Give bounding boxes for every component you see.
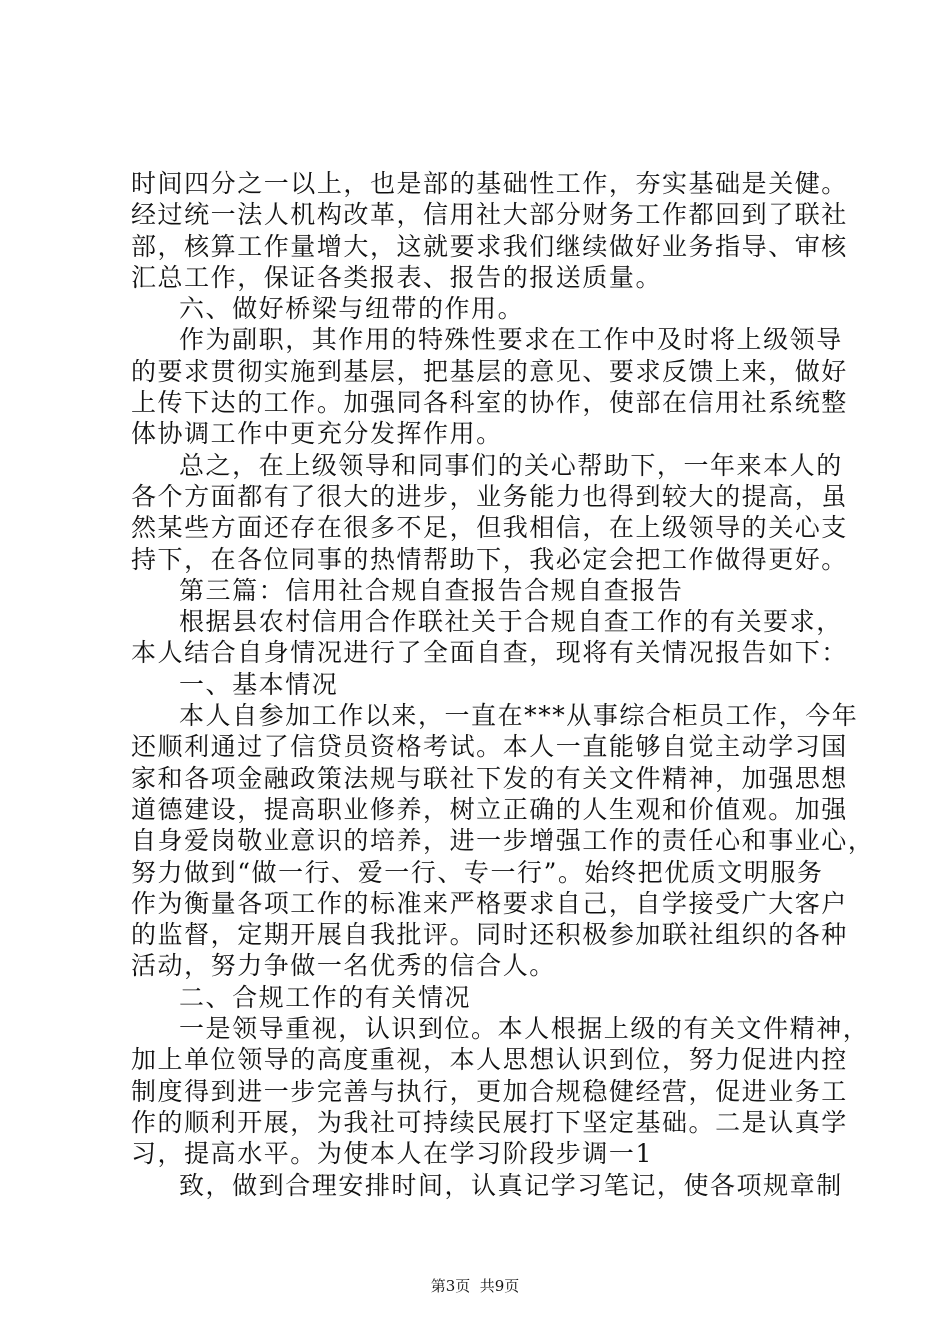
text-line: 时间四分之一以上，也是部的基础性工作，夯实基础是关健。 bbox=[131, 169, 848, 198]
text-line: 加上单位领导的高度重视，本人思想认识到位，努力促进内控 bbox=[131, 1045, 848, 1075]
document-body bbox=[131, 168, 875, 1201]
text-line: 作为衡量各项工作的标准来严格要求自己，自学接受广大客户 bbox=[131, 888, 848, 918]
text-line: 然某些方面还存在很多不足，但我相信，在上级领导的关心支 bbox=[131, 513, 848, 543]
text-line: 作为副职，其作用的特殊性要求在工作中及时将上级领导 bbox=[179, 325, 843, 355]
text-line: 制度得到进一步完善与执行，更加合规稳健经营，促进业务工 bbox=[131, 1076, 848, 1106]
text-line: 还顺利通过了信贷员资格考试。本人一直能够自觉主动学习国 bbox=[131, 732, 848, 762]
text-line: 作的顺利开展，为我社可持续民展打下坚定基础。二是认真学 bbox=[131, 1107, 848, 1137]
text-line: 道德建设，提高职业修养，树立正确的人生观和价值观。加强 bbox=[131, 794, 848, 824]
page-footer: 第3页 共9页 bbox=[430, 1277, 520, 1295]
text-line: 部，核算工作量增大，这就要求我们继续做好业务指导、审核 bbox=[131, 231, 848, 261]
text-line: 经过统一法人机构改革，信用社大部分财务工作都回到了联社 bbox=[131, 200, 848, 230]
text-line: 努力做到“做一行、爱一行、专一行”。始终把优质文明服务 bbox=[131, 857, 824, 887]
text-line: 活动，努力争做一名优秀的信合人。 bbox=[131, 951, 556, 981]
text-line: 根据县农村信用合作联社关于合规自查工作的有关要求， bbox=[179, 607, 843, 637]
text-line: 自身爱岗敬业意识的培养，进一步增强工作的责任心和事业心， bbox=[131, 826, 875, 856]
text-line: 第三篇：信用社合规自查报告合规自查报告 bbox=[179, 575, 684, 605]
text-line: 二、合规工作的有关情况 bbox=[179, 982, 472, 1012]
text-line: 致，做到合理安排时间，认真记学习笔记，使各项规章制 bbox=[179, 1170, 843, 1200]
text-line: 体协调工作中更充分发挥作用。 bbox=[131, 419, 503, 449]
text-line: 总之，在上级领导和同事们的关心帮助下，一年来本人的 bbox=[179, 450, 843, 480]
text-line: 汇总工作，保证各类报表、报告的报送质量。 bbox=[131, 262, 663, 292]
text-line: 本人结合自身情况进行了全面自查，现将有关情况报告如下： bbox=[131, 638, 848, 668]
text-line: 六、做好桥梁与纽带的作用。 bbox=[179, 294, 525, 324]
text-line: 的监督，定期开展自我批评。同时还积极参加联社组织的各种 bbox=[131, 920, 848, 950]
text-line: 持下，在各位同事的热情帮助下，我必定会把工作做得更好。 bbox=[131, 544, 848, 574]
text-line: 的要求贯彻实施到基层，把基层的意见、要求反馈上来，做好 bbox=[131, 356, 848, 386]
text-line: 各个方面都有了很大的进步，业务能力也得到较大的提高，虽 bbox=[131, 481, 848, 511]
text-line: 习，提高水平。为使本人在学习阶段步调一1 bbox=[131, 1139, 653, 1169]
text-line: 一、基本情况 bbox=[179, 669, 339, 699]
text-line: 一是领导重视，认识到位。本人根据上级的有关文件精神， bbox=[179, 1014, 870, 1044]
text-line: 家和各项金融政策法规与联社下发的有关文件精神，加强思想 bbox=[131, 763, 848, 793]
text-line: 上传下达的工作。加强同各科室的协作，使部在信用社系统整 bbox=[131, 388, 848, 418]
text-line: 本人自参加工作以来，一直在***从事综合柜员工作，今年 bbox=[179, 701, 859, 731]
